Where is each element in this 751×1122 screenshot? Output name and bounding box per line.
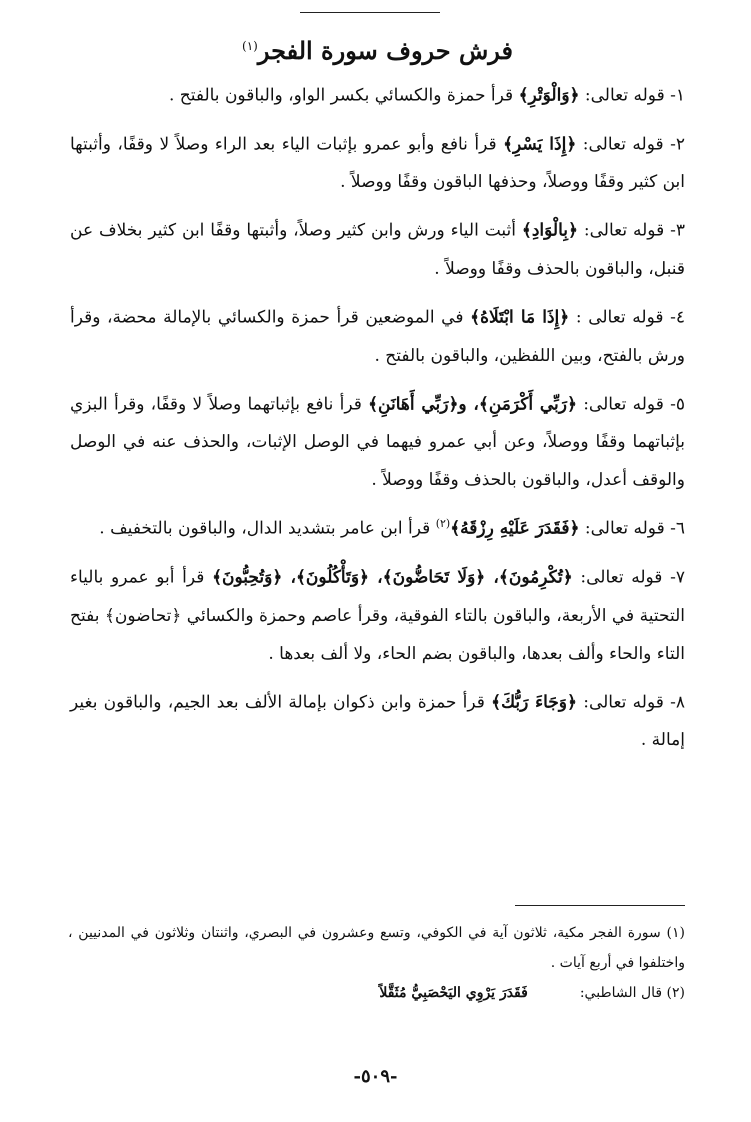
footnote-2	[68, 978, 685, 1008]
item-text: قرأ أبو عمرو بالياء التحتية في الأربعة، والباقون بالتاء الفوقية، وقرأ عاصم وحمزة والكسائي ﴿تحاضون﴾ بفتح التاء والحاء وألف بعدها، والباقون بضم الحاء، ولا ألف بعدها .	[70, 567, 685, 664]
item-lead: قوله تعالى:	[577, 220, 665, 241]
list-item	[70, 121, 685, 202]
item-text: قرأ حمزة والكسائي بكسر الواو، والباقون بالفتح .	[168, 85, 519, 106]
page-title	[70, 0, 685, 70]
item-text: أثبت الياء ورش وابن كثير وصلاً، وأثبتها وقفًا ابن كثير بخلاف عن قنبل، والباقون بالحذف وقفًا ووصلاً .	[70, 220, 685, 279]
item-lead: قوله تعالى:	[579, 85, 665, 106]
item-paragraph	[70, 72, 685, 115]
footnotes	[68, 918, 685, 1008]
quran-quote: ﴿وَجَاءَ رَبُّكَ﴾	[491, 692, 577, 713]
item-lead: قوله تعالى:	[579, 518, 665, 539]
item-lead: قوله تعالى:	[576, 134, 664, 155]
item-number: ٢-	[663, 134, 686, 155]
item-text: قرأ نافع وأبو عمرو بإثبات الياء بعد الراء وصلاً لا وقفًا، وأثبتها ابن كثير وقفًا ووصلاً، وحذفها الباقون وقفًا ووصلاً .	[70, 134, 685, 193]
footnote-2-label: (٢) قال الشاطبي:	[579, 985, 685, 1001]
item-paragraph	[70, 121, 685, 202]
quran-quote: ﴿رَبِّي أَكْرَمَنِ﴾، و﴿رَبِّي أَهَانَنِ﴾	[368, 394, 577, 415]
list-item	[70, 72, 685, 115]
item-lead: قوله تعالى:	[572, 567, 663, 588]
item-number: ٥-	[663, 394, 685, 415]
item-paragraph	[70, 381, 685, 500]
quran-quote: ﴿وَالْوَتْرِ﴾	[518, 85, 580, 106]
item-text: قرأ حمزة وابن ذكوان بإمالة الألف بعد الجيم، والباقون بغير إمالة .	[70, 692, 685, 751]
footnote-2-verse: فَقَدَرَ يَرْوِي اليَحْصَبِيُّ مُثَقَّلاً	[379, 985, 528, 1001]
quran-quote: ﴿فَقَدَرَ عَلَيْهِ رِزْقَهُ﴾	[450, 518, 580, 539]
items-list	[70, 72, 685, 759]
item-number: ٦-	[664, 518, 685, 539]
item-paragraph	[70, 679, 685, 760]
item-paragraph	[70, 207, 685, 288]
quran-quote: ﴿إِذَا مَا ابْتَلَاهُ﴾	[470, 307, 570, 328]
quran-quote: ﴿تُكْرِمُونَ﴾، ﴿وَلَا تَحَاضُّونَ﴾، ﴿وَتَأْكُلُونَ﴾، ﴿وَتُحِبُّونَ﴾	[212, 567, 573, 588]
page-number: -٥٠٩-	[353, 1066, 398, 1087]
list-item	[70, 505, 685, 548]
item-number: ٣-	[664, 220, 685, 241]
quran-quote: ﴿بِالْوَادِ﴾	[521, 220, 578, 241]
item-text: قرأ نافع بإثباتهما وصلاً لا وقفًا، وقرأ البزي بإثباتهما وقفًا ووصلاً، وعن أبي عمرو فيهما في الوصل الإثبات، والحذف عنه في الوصل والوقف أعدل، والباقون بالحذف وقفًا ووصلاً .	[70, 394, 685, 491]
item-lead: قوله تعالى:	[576, 394, 664, 415]
item-text: في الموضعين قرأ حمزة والكسائي بالإمالة محضة، وقرأ ورش بالفتح، وبين اللفظين، والباقون بالفتح .	[70, 307, 685, 366]
list-item	[70, 381, 685, 500]
item-number: ٤-	[663, 307, 685, 328]
item-paragraph	[70, 505, 685, 548]
item-lead: قوله تعالى :	[569, 307, 664, 328]
title-text: فرش حروف سورة الفجر	[257, 36, 513, 65]
footnote-rule	[515, 905, 685, 906]
item-number: ١-	[664, 85, 685, 106]
list-item	[70, 207, 685, 288]
list-item	[70, 554, 685, 673]
item-text: قرأ ابن عامر بتشديد الدال، والباقون بالتخفيف .	[99, 518, 436, 539]
item-number: ٨-	[663, 692, 686, 713]
footnote-1: (١) سورة الفجر مكية، ثلاثون آية في الكوفي، وتسع وعشرون في البصري، واثنتان وثلاثون في المدنيين ، واختلفوا في أربع آيات .	[68, 925, 685, 971]
item-paragraph	[70, 294, 685, 375]
footnote-ref: (٢)	[435, 517, 451, 531]
item-paragraph	[70, 554, 685, 673]
item-lead: قوله تعالى:	[576, 692, 664, 713]
quran-quote: ﴿إِذَا يَسْرِ﴾	[503, 134, 577, 155]
list-item	[70, 679, 685, 760]
list-item	[70, 294, 685, 375]
top-rule	[300, 12, 440, 13]
title-footnote-ref: (١)	[242, 39, 258, 53]
item-number: ٧-	[662, 567, 685, 588]
